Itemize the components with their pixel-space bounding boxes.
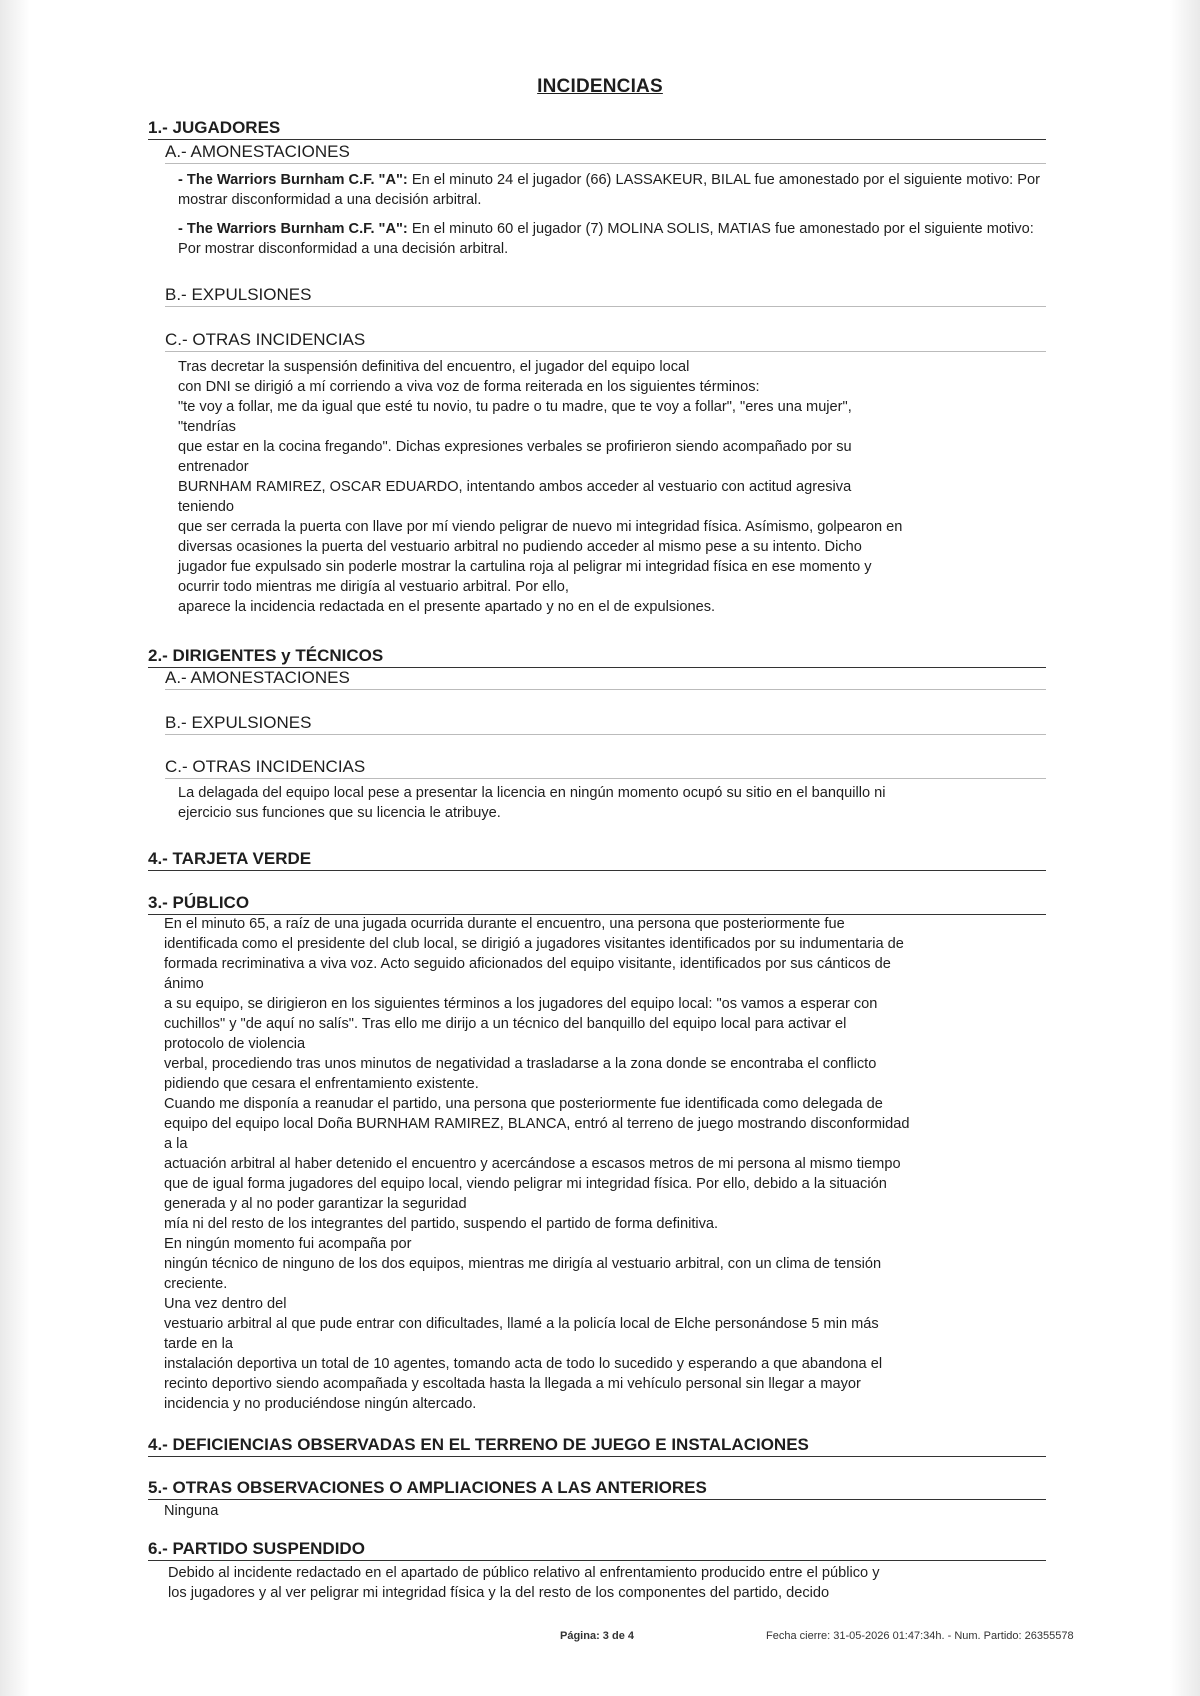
closing-info: Fecha cierre: 31-05-2026 01:47:34h. - Num. Partido: 26355578 bbox=[766, 1630, 1074, 1642]
page-current: 3 bbox=[602, 1630, 609, 1642]
page-of-label: de bbox=[611, 1630, 625, 1642]
entry-team: - The Warriors Burnham C.F. "A": bbox=[178, 221, 408, 237]
amonestacion-entry-1 bbox=[178, 170, 1048, 210]
jugadores-expulsiones-heading: B.- EXPULSIONES bbox=[165, 285, 1046, 307]
otras-observaciones-text: Ninguna bbox=[164, 1503, 219, 1519]
dirigentes-otras-incidencias-text: La delagada del equipo local pese a presentar la licencia en ningún momento ocupó su sitio en el banquillo ni ejercicio sus funciones que su licencia le atribuye. bbox=[178, 785, 886, 821]
publico-text: En el minuto 65, a raíz de una jugada ocurrida durante el encuentro, una persona que posteriormente fue identificada como el presidente del club local, se dirigió a jugadores visitantes identificados por su indumentaria de formada recriminativa a viva voz. Acto seguido aficionados del equipo visitante, identificados por sus cánticos de ánimo a su equipo, se dirigieron en los siguientes términos a los jugadores del equipo local: "os vamos a esperar con cuchillos" y "de aquí no salís". Tras ello me dirijo a un técnico del banquillo del equipo local para activar el protocolo de violencia verbal, procediendo tras unos minutos de negatividad a trasladarse a la zona donde se encontraba el conflicto pidiendo que cesara el enfrentamiento existente. Cuando me disponía a reanudar el partido, una persona que posteriormente fue identificada como delegada de equipo del equipo local Doña BURNHAM RAMIREZ, BLANCA, entró al terreno de juego mostrando disconformidad a la actuación arbitral al haber detenido el encuentro y acercándose a escasos metros de mi persona al mismo tiempo que de igual forma jugadores del equipo local, viendo peligrar mi integridad física. Por ello, debido a la situación generada y al no poder garantizar la seguridad mía ni del resto de los integrantes del partido, suspendo el partido de forma definitiva. En ningún momento fui acompaña por ningún técnico de ninguno de los dos equipos, mientras me dirigía al vestuario arbitral, con un clima de tensión creciente. Una vez dentro del vestuario arbitral al que pude entrar con dificultades, llamé a la policía local de Elche personándose 5 min más tarde en la instalación deportiva un total de 10 agentes, tomando acta de todo lo sucedido y esperando a que abandona el recinto deportivo siendo acompañada y escoltada hasta la llegada a mi vehículo personal sin llegar a mayor incidencia y no produciéndose ningún altercado. bbox=[164, 916, 910, 1412]
section-partido-suspendido-heading: 6.- PARTIDO SUSPENDIDO bbox=[148, 1539, 1046, 1561]
page-title: INCIDENCIAS bbox=[537, 76, 663, 97]
entry-team: - The Warriors Burnham C.F. "A": bbox=[178, 172, 408, 188]
section-jugadores-heading: 1.- JUGADORES bbox=[148, 118, 1046, 140]
section-tarjeta-verde-heading: 4.- TARJETA VERDE bbox=[148, 849, 1046, 871]
section-dirigentes-heading: 2.- DIRIGENTES y TÉCNICOS bbox=[148, 646, 1046, 668]
amonestacion-entry-2 bbox=[178, 219, 1048, 259]
page-number bbox=[560, 1630, 634, 1642]
jugadores-otras-incidencias-heading: C.- OTRAS INCIDENCIAS bbox=[165, 330, 1046, 352]
section-deficiencias-heading: 4.- DEFICIENCIAS OBSERVADAS EN EL TERRENO DE JUEGO E INSTALACIONES bbox=[148, 1435, 1046, 1457]
jugadores-amonestaciones-heading: A.- AMONESTACIONES bbox=[165, 142, 1046, 164]
partido-suspendido-text: Debido al incidente redactado en el apartado de público relativo al enfrentamiento producido entre el público y los jugadores y al ver peligrar mi integridad física y la del resto de los componentes del partido, decido bbox=[168, 1565, 880, 1601]
dirigentes-expulsiones-heading: B.- EXPULSIONES bbox=[165, 713, 1046, 735]
jugadores-otras-incidencias-text: Tras decretar la suspensión definitiva del encuentro, el jugador del equipo local con DNI se dirigió a mí corriendo a viva voz de forma reiterada en los siguientes términos: "te voy a follar, me da igual que esté tu novio, tu padre o tu madre, que te voy a follar", "eres una mujer", "tendrías que estar en la cocina fregando". Dichas expresiones verbales se profirieron siendo acompañado por su entrenador BURNHAM RAMIREZ, OSCAR EDUARDO, intentando ambos acceder al vestuario con actitud agresiva teniendo que ser cerrada la puerta con llave por mí viendo peligrar de nuevo mi integridad física. Asímismo, golpearon en diversas ocasiones la puerta del vestuario arbitral no pudiendo acceder al mismo pese a su intento. Dicho jugador fue expulsado sin poderle mostrar la cartulina roja al peligrar mi integridad física en ese momento y ocurrir todo mientras me dirigía al vestuario arbitral. Por ello, aparece la incidencia redactada en el presente apartado y no en el de expulsiones. bbox=[178, 359, 903, 615]
entry-text: En el minuto 24 el jugador (66) LASSAKEUR, BILAL fue amonestado por el siguiente motivo: Por mostrar disconformidad a una decisión arbitral. bbox=[178, 172, 1041, 208]
section-publico-heading: 3.- PÚBLICO bbox=[148, 893, 1046, 915]
page-total: 4 bbox=[627, 1630, 635, 1642]
entry-text: En el minuto 60 el jugador (7) MOLINA SOLIS, MATIAS fue amonestado por el siguiente motivo: Por mostrar disconformidad a una decisión arbitral. bbox=[178, 221, 1034, 257]
dirigentes-amonestaciones-heading: A.- AMONESTACIONES bbox=[165, 668, 1046, 690]
page-label: Página: bbox=[560, 1630, 600, 1642]
dirigentes-otras-incidencias-heading: C.- OTRAS INCIDENCIAS bbox=[165, 757, 1046, 779]
section-otras-observaciones-heading: 5.- OTRAS OBSERVACIONES O AMPLIACIONES A LAS ANTERIORES bbox=[148, 1478, 1046, 1500]
